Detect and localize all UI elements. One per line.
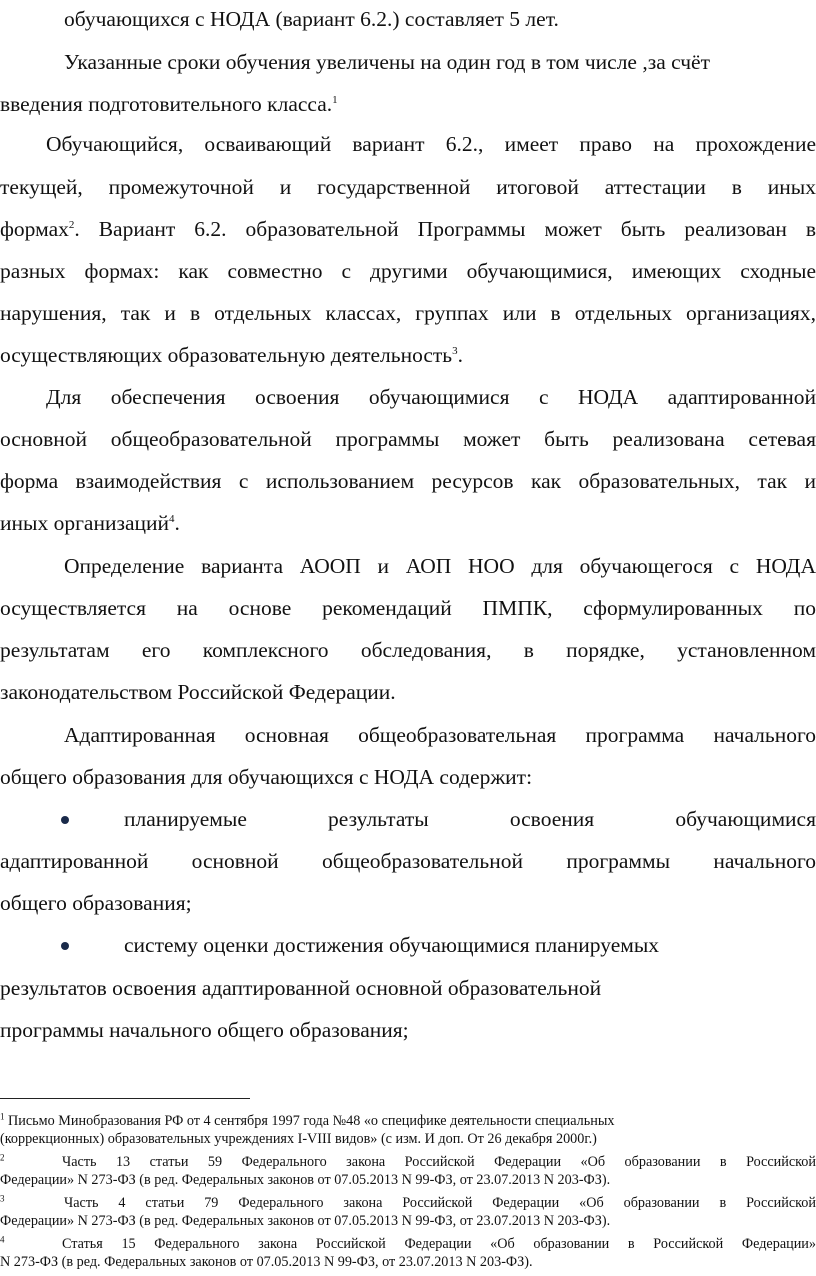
text-line: обучающихся с НОДА (вариант 6.2.) составляет 5 лет. [64,7,559,31]
footnote-2-cont: Федерации» N 273-ФЗ (в ред. Федеральных законов от 07.05.2013 N 99-ФЗ, от 23.07.2013 N 203-ФЗ). [0,1172,611,1188]
text-line: осуществляющих образовательную деятельность$^3$. [0,343,463,367]
text-line: Адаптированная основная общеобразовательная программа начального [64,723,816,747]
text-line: иных организаций$^4$. [0,511,180,535]
text-line: формах$^2$. Вариант 6.2. образовательной Программы может быть реализован в [0,217,816,241]
text-line: Указанные сроки обучения увеличены на один год в том числе ,за счёт [64,50,710,74]
footnote-separator [0,1098,250,1099]
footnote-ref: 1 [332,93,338,106]
footnote-ref: 3 [452,344,458,357]
bullet-icon [61,942,69,950]
footnote-4-num: 4 [0,1234,5,1245]
text-line: результатам его комплексного обследования, в порядке, установленном [0,638,816,662]
text-line: общего образования; [0,891,192,915]
footnote-ref: 4 [169,512,175,525]
list-item: систему оценки достижения обучающимися планируемых [124,933,660,957]
footnote-1-cont: (коррекционных) образовательных учреждениях I-VIII видов» (с изм. И доп. От 26 декабря 2000г.) [0,1131,597,1147]
text-line: нарушения, так и в отдельных классах, группах или в отдельных организациях, [0,301,816,325]
text-line: результатов освоения адаптированной основной образовательной [0,976,602,1000]
footnote-3: Часть 4 статьи 79 Федерального закона Российской Федерации «Об образовании в Российской [64,1195,816,1211]
text-line: осуществляется на основе рекомендаций ПМПК, сформулированных по [0,596,816,620]
text-line: законодательством Российской Федерации. [0,680,396,704]
text-line: Для обеспечения освоения обучающимися с НОДА адаптированной [46,385,816,409]
text-line: программы начального общего образования; [0,1018,409,1042]
text-line: общего образования для обучающихся с НОДА содержит: [0,765,533,789]
footnote-2-num: 2 [0,1152,5,1163]
footnote-ref: 2 [68,218,75,231]
footnote-4: Статья 15 Федерального закона Российской Федерации «Об образовании в Российской Федерации» [62,1236,816,1252]
text-line: адаптированной основной общеобразовательной программы начального [0,849,816,873]
text-line: форма взаимодействия с использованием ресурсов как образовательных, так и [0,469,816,493]
bullet-icon [61,816,69,824]
list-item: планируемые результаты освоения обучающимися [124,807,816,831]
footnote-2: Часть 13 статьи 59 Федерального закона Российской Федерации «Об образовании в Российской [62,1154,816,1170]
footnote-3-num: 3 [0,1193,5,1204]
text-line: введения подготовительного класса.$^1$ [0,92,338,116]
text-line: Определение варианта АООП и АОП НОО для обучающегося с НОДА [64,554,816,578]
text-line: Обучающийся, осваивающий вариант 6.2., имеет право на прохождение [46,132,816,156]
text-line: разных формах: как совместно с другими обучающимися, имеющих сходные [0,259,816,283]
text-line: основной общеобразовательной программы может быть реализована сетевая [0,427,816,451]
footnote-4-cont: N 273-ФЗ (в ред. Федеральных законов от 07.05.2013 N 99-ФЗ, от 23.07.2013 N 203-ФЗ). [0,1254,533,1270]
footnote-3-cont: Федерации» N 273-ФЗ (в ред. Федеральных законов от 07.05.2013 N 99-ФЗ, от 23.07.2013 N 203-ФЗ). [0,1213,611,1229]
footnote-1: $^1$ Письмо Минобразования РФ от 4 сентября 1997 года №48 «о специфике деятельности специальных [0,1111,615,1129]
text-line: текущей, промежуточной и государственной итоговой аттестации в иных [0,175,816,199]
